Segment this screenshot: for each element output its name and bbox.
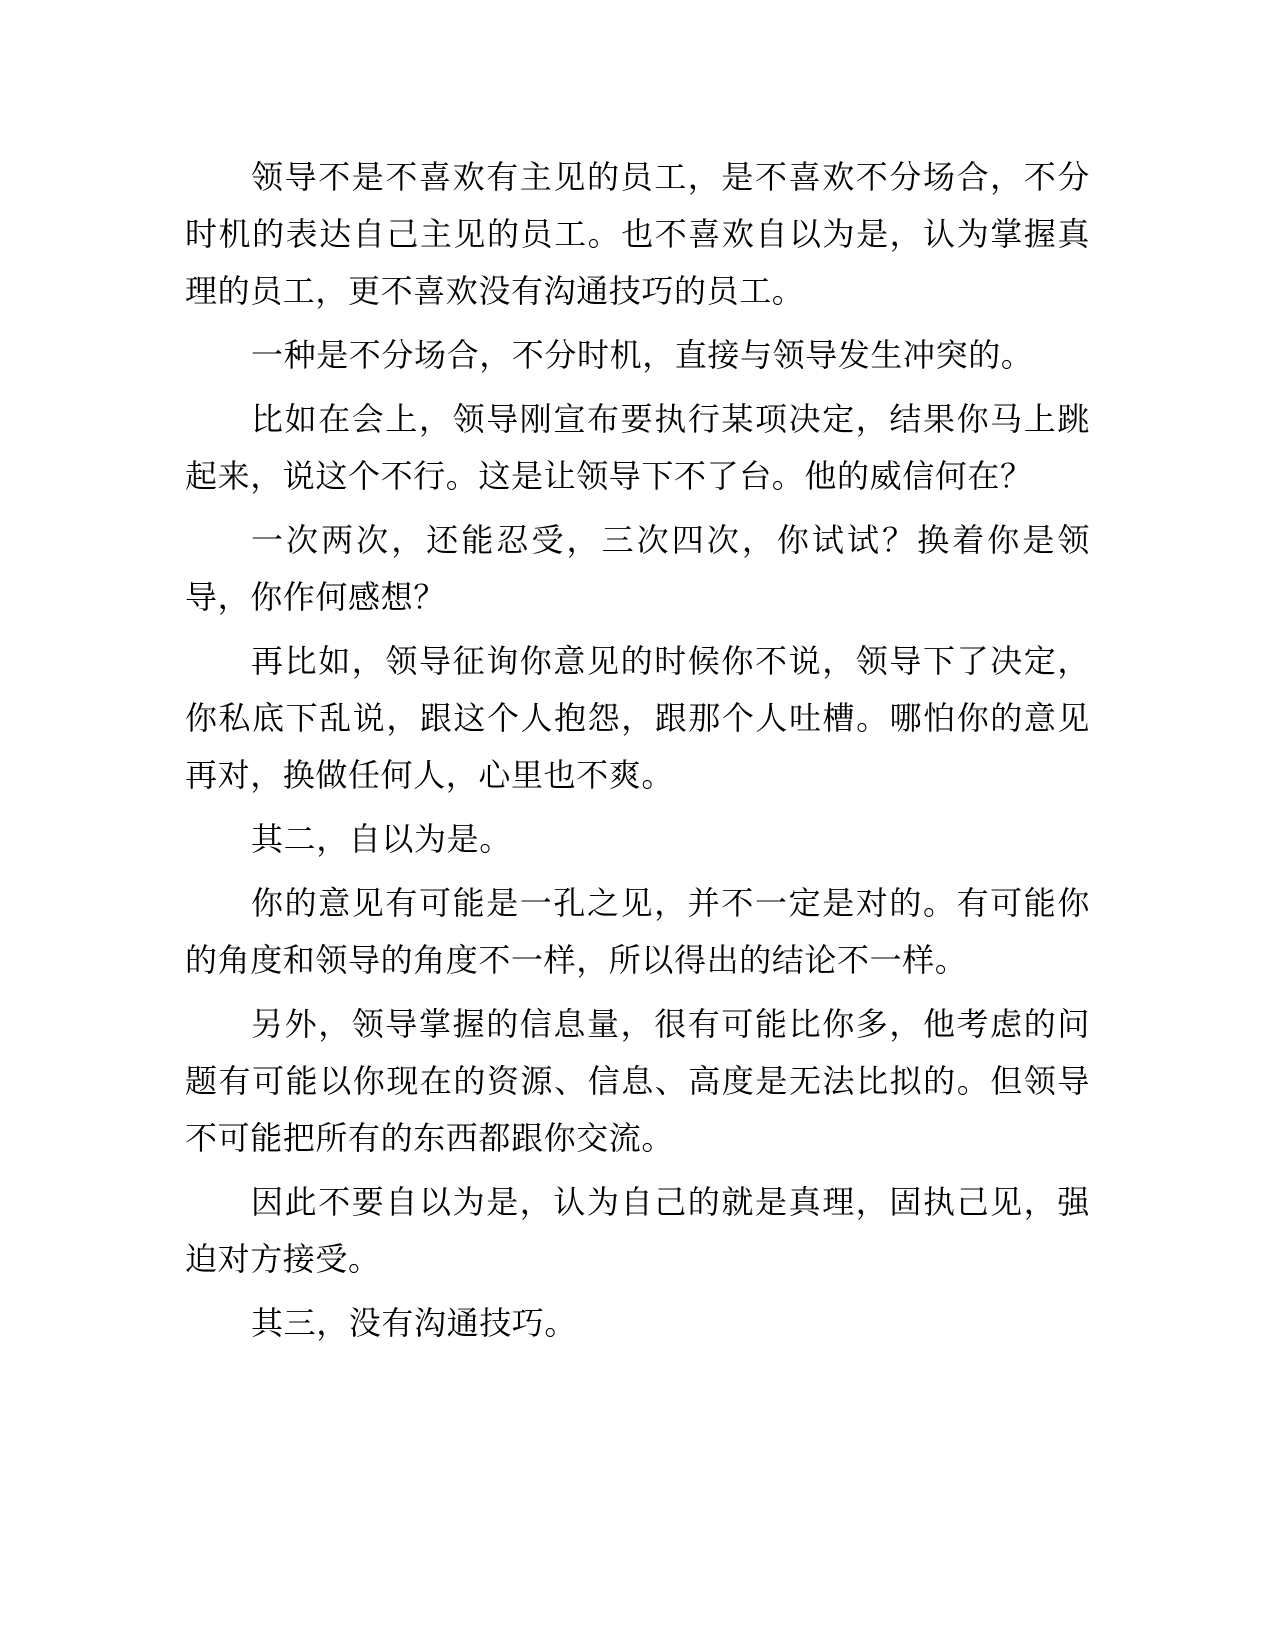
- paragraph-4: 一次两次，还能忍受，三次四次，你试试？换着你是领导，你作何感想？: [185, 521, 1090, 616]
- paragraph-2: 一种是不分场合，不分时机，直接与领导发生冲突的。: [251, 336, 1034, 374]
- paragraph-5: 再比如，领导征询你意见的时候你不说，领导下了决定，你私底下乱说，跟这个人抱怨，跟那个人吐槽。哪怕你的意见再对，换做任何人，心里也不爽。: [185, 642, 1090, 794]
- paragraph-10: 其三，没有沟通技巧。: [251, 1304, 578, 1342]
- paragraph-9: 因此不要自以为是，认为自己的就是真理，固执己见，强迫对方接受。: [185, 1183, 1090, 1278]
- paragraph-3: 比如在会上，领导刚宣布要执行某项决定，结果你马上跳起来，说这个不行。这是让领导下不了台。他的威信何在？: [185, 400, 1090, 495]
- paragraph-7: 你的意见有可能是一孔之见，并不一定是对的。有可能你的角度和领导的角度不一样，所以得出的结论不一样。: [185, 884, 1090, 979]
- paragraph-1: 领导不是不喜欢有主见的员工，是不喜欢不分场合，不分时机的表达自己主见的员工。也不喜欢自以为是，认为掌握真理的员工，更不喜欢没有沟通技巧的员工。: [185, 158, 1090, 310]
- document-body: [185, 149, 1090, 1359]
- paragraph-6: 其二，自以为是。: [251, 820, 512, 858]
- paragraph-8: 另外，领导掌握的信息量，很有可能比你多，他考虑的问题有可能以你现在的资源、信息、高度是无法比拟的。但领导不可能把所有的东西都跟你交流。: [185, 1005, 1090, 1157]
